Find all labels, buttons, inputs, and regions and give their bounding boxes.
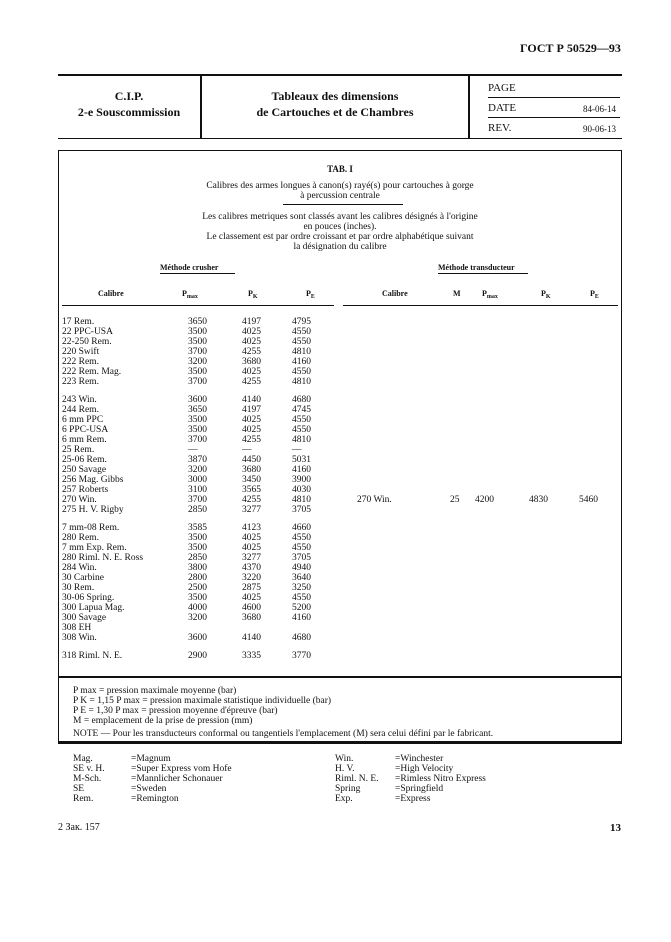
table-row [62,337,618,347]
method-underline [160,273,235,274]
cell-pmax: 3500 [188,425,207,435]
table-row [62,623,618,633]
cell-pe: 4810 [292,377,311,387]
cell-pe: 3900 [292,475,311,485]
page-label: PAGE [488,82,516,94]
date-label: DATE [488,102,517,114]
abbr-value: =Mannlicher Schonauer [131,774,223,784]
legend [73,686,493,739]
table-row [62,543,618,553]
organization-name: C.I.P. [114,89,144,103]
cell-pmax: 3200 [188,465,207,475]
cell-calibre: 275 H. V. Rigby [62,505,124,515]
header-box [58,76,622,139]
abbr-value: =Magnum [131,754,171,764]
cell-pmax: 3500 [188,367,207,377]
cell-pe: 4030 [292,485,311,495]
table-row [62,485,618,495]
cell-calibre: 22 PPC-USA [62,327,113,337]
cell-pk: 2875 [242,583,261,593]
table-title: TAB. I [327,164,353,174]
cell-calibre: 280 Riml. N. E. Ross [62,553,144,563]
cell-pe: 4160 [292,357,311,367]
rev-value: 90-06-13 [583,124,616,134]
header-divider [468,76,470,138]
method-underline [438,273,528,274]
group-spacer [62,515,618,523]
table-row [62,367,618,377]
col-t-pk-sub: K [545,294,551,300]
cell-pmax: 3100 [188,485,207,495]
cell-pmax: 2500 [188,583,207,593]
cell-calibre: 243 Win. [62,395,97,405]
cell-pe: 3250 [292,583,311,593]
cell-pe: 4680 [292,633,311,643]
abbr-value: =Springfield [395,784,444,794]
table-row [62,495,618,505]
table-row [62,633,618,643]
cell-pk: 4197 [242,317,261,327]
abbreviation-row [73,754,613,764]
cell-pk: 4025 [242,533,261,543]
cell-calibre: 223 Rem. [62,377,99,387]
col-pmax-p: P [182,289,187,298]
cell-calibre: 22-250 Rem. [62,337,112,347]
cell-pmax: 3500 [188,533,207,543]
col-pk-p: P [248,289,253,298]
abbreviation-row [73,774,613,784]
cell-calibre: 256 Mag. Gibbs [62,475,124,485]
cell-pk: 4025 [242,327,261,337]
cell-pk: 4025 [242,593,261,603]
col-pk-sub: K [252,294,258,300]
table-row [62,465,618,475]
table-row [62,317,618,327]
col-t-m: M [453,289,461,298]
col-t-calibre: Calibre [382,289,408,298]
subcommission: 2-e Souscommission [77,105,181,119]
cell-calibre: 6 mm Rem. [62,435,107,445]
cell-pe: 4810 [292,495,311,505]
cell-pe: 4940 [292,563,311,573]
cell-calibre: 25-06 Rem. [62,455,107,465]
cell-pmax: 3650 [188,405,207,415]
cell-pk: 3680 [242,357,261,367]
col-pmax-sub: max [186,294,198,300]
cell-pmax: — [188,445,198,455]
table-row [62,651,618,661]
cell-pe: — [292,445,302,455]
cell-pmax: 3500 [188,543,207,553]
cell-pk: 4025 [242,543,261,553]
cell-pk: — [242,445,252,455]
legend-pk: P K = 1,15 P max = pression maximale statistique individuelle (bar) [73,696,332,706]
cell-pe: 4680 [292,395,311,405]
cell-pmax: 3500 [188,337,207,347]
date-row [488,98,620,118]
legend-pmax: P max = pression maximale moyenne (bar) [73,686,237,696]
cell-pe: 4660 [292,523,311,533]
cell-pmax: 2900 [188,651,207,661]
cell-t-m: 25 [450,495,460,505]
col-t-pe-p: P [590,289,595,298]
table-bottom-rule [58,676,622,678]
cell-pk: 3565 [242,485,261,495]
table-row [62,327,618,337]
table-row [62,583,618,593]
cell-pe: 4550 [292,425,311,435]
cell-pe: 4550 [292,593,311,603]
cell-pk: 4450 [242,455,261,465]
cell-calibre: 7 mm Exp. Rem. [62,543,127,553]
organization-block [58,88,200,120]
cell-calibre: 300 Savage [62,613,107,623]
title-line-1: Tableaux des dimensions [271,89,399,103]
group-spacer [62,643,618,651]
cell-pk: 3680 [242,613,261,623]
abbr-value: =Super Express vom Hofe [131,764,232,774]
col-t-pmax-sub: max [486,294,498,300]
abbr-key: M-Sch. [73,774,102,784]
cell-calibre: 244 Rem. [62,405,99,415]
cell-pe: 4795 [292,317,311,327]
cell-pmax: 3500 [188,327,207,337]
cell-pe: 5200 [292,603,311,613]
cell-pmax: 2850 [188,553,207,563]
cell-calibre: 284 Win. [62,563,97,573]
method-transducer-label: Méthode transducteur [438,263,515,272]
legend-pe: P E = 1,30 P max = pression moyenne d'épreuve (bar) [73,706,278,716]
cell-pmax: 3700 [188,377,207,387]
cell-calibre: 270 Win. [62,495,97,505]
table-row [62,357,618,367]
cell-calibre: 17 Rem. [62,317,95,327]
abbr-value: =Sweden [131,784,167,794]
meta-block [488,78,620,137]
cell-pk: 4140 [242,395,261,405]
intro-separator [283,204,403,205]
cell-pk: 4255 [242,377,261,387]
table-row [62,573,618,583]
abbr-key: Spring [335,784,361,794]
col-pmax [182,289,198,300]
abbreviations [73,754,613,804]
cell-pmax: 3600 [188,633,207,643]
cell-pmax: 3700 [188,347,207,357]
cell-pe: 4745 [292,405,311,415]
cell-pmax: 3700 [188,495,207,505]
cell-pk: 4025 [242,415,261,425]
table-row [62,603,618,613]
intro-line: la désignation du calibre [293,242,387,252]
abbr-key: Win. [335,754,354,764]
abbr-key: Rem. [73,794,94,804]
abbreviation-row [73,784,613,794]
table-row [62,593,618,603]
col-t-pk [541,289,551,300]
col-calibre: Calibre [98,289,124,298]
cell-pmax: 3650 [188,317,207,327]
col-pk [248,289,258,300]
cell-calibre: 7 mm-08 Rem. [62,523,120,533]
cell-pk: 4255 [242,435,261,445]
table-row [62,405,618,415]
cell-pk: 4370 [242,563,261,573]
cell-calibre: 300 Lapua Mag. [62,603,125,613]
cell-pk: 4197 [242,405,261,415]
cell-calibre: 250 Savage [62,465,107,475]
cell-pmax: 3870 [188,455,207,465]
title-line-2: de Cartouches et de Chambres [256,105,414,119]
cell-t-pmax: 4200 [475,495,494,505]
cell-calibre: 222 Rem. Mag. [62,367,122,377]
abbreviation-row [73,764,613,774]
intro-line: à percussion centrale [300,191,380,201]
document-title [202,88,468,120]
table-row [62,553,618,563]
cell-pmax: 4000 [188,603,207,613]
table-row [62,505,618,515]
cell-calibre: 318 Riml. N. E. [62,651,123,661]
abbr-value: =High Velocity [395,764,454,774]
cell-pmax: 3500 [188,593,207,603]
table-row [62,563,618,573]
cell-pk: 4123 [242,523,261,533]
date-value: 84-06-14 [583,104,616,114]
abbr-value: =Remington [131,794,179,804]
cell-pk: 4025 [242,425,261,435]
header-separator [343,305,618,306]
table-row [62,613,618,623]
intro-line: Calibres des armes longues à canon(s) rayé(s) pour cartouches à gorge [206,181,474,191]
cell-pmax: 3585 [188,523,207,533]
table-row [62,395,618,405]
cell-pe: 4550 [292,533,311,543]
cell-pe: 4550 [292,327,311,337]
table-row [62,377,618,387]
table-row [62,445,618,455]
table-row [62,533,618,543]
col-t-pk-p: P [541,289,546,298]
cell-pk: 3277 [242,553,261,563]
cell-pe: 5031 [292,455,311,465]
intro-line: Le classement est par ordre croissant et par ordre alphabétique suivant [206,232,474,242]
cell-calibre: 280 Rem. [62,533,99,543]
document-code: ГОСТ Р 50529—93 [520,41,621,55]
abbr-key: SE [73,784,85,794]
col-pe-p: P [306,289,311,298]
table-row [62,425,618,435]
cell-pe: 4160 [292,613,311,623]
cell-pk: 4255 [242,495,261,505]
cell-pmax: 3200 [188,357,207,367]
cell-t-pk: 4830 [529,495,548,505]
cell-calibre: 308 EH [62,623,92,633]
rev-label: REV. [488,122,512,134]
cell-calibre: 25 Rem. [62,445,95,455]
cell-pe: 3705 [292,505,311,515]
cell-calibre: 220 Swift [62,347,100,357]
cell-calibre: 257 Roberts [62,485,109,495]
table-row [62,435,618,445]
cell-calibre: 222 Rem. [62,357,99,367]
col-t-pe [590,289,599,300]
method-crusher-label: Méthode crusher [160,263,219,272]
cell-pmax: 2850 [188,505,207,515]
cell-pmax: 3600 [188,395,207,405]
cell-pe: 4550 [292,543,311,553]
intro-line: Les calibres metriques sont classés avant les calibres désignés à l'origine [202,212,478,222]
cell-pmax: 3000 [188,475,207,485]
table-row [62,523,618,533]
cell-pmax: 3200 [188,613,207,623]
col-t-pe-sub: E [594,294,599,300]
abbr-key: Mag. [73,754,93,764]
legend-note: NOTE — Pour les transducteurs conformal ou tangentiels l'emplacement (M) sera celui défini par le fabricant. [73,729,494,739]
cell-pe: 4550 [292,415,311,425]
cell-pk: 3335 [242,651,261,661]
group-spacer [62,387,618,395]
cell-t-pe: 5460 [579,495,598,505]
col-pe-sub: E [310,294,315,300]
table-row [62,347,618,357]
abbr-value: =Winchester [395,754,444,764]
cell-pmax: 3800 [188,563,207,573]
cell-pe: 4810 [292,347,311,357]
cell-pk: 3277 [242,505,261,515]
abbreviation-row [73,794,613,804]
table-row [62,415,618,425]
cell-pe: 4550 [292,337,311,347]
col-t-pmax [482,289,498,300]
abbr-key: Riml. N. E. [335,774,379,784]
cell-calibre: 30 Rem. [62,583,95,593]
cell-pe: 4550 [292,367,311,377]
abbr-key: SE v. H. [73,764,105,774]
abbr-key: Exp. [335,794,353,804]
col-t-pmax-p: P [482,289,487,298]
cell-calibre: 30 Carbine [62,573,104,583]
cell-calibre: 30-06 Spring. [62,593,115,603]
cell-pk: 3450 [242,475,261,485]
cell-pk: 3220 [242,573,261,583]
cell-pmax: 3700 [188,435,207,445]
cell-pmax: 2800 [188,573,207,583]
cell-pe: 4810 [292,435,311,445]
data-table [62,317,618,661]
table-row [62,455,618,465]
cell-pe: 4160 [292,465,311,475]
cell-calibre: 6 PPC-USA [62,425,109,435]
abbr-key: H. V. [335,764,355,774]
intro-line: en pouces (inches). [303,222,377,232]
cell-pe: 3640 [292,573,311,583]
cell-pe: 3705 [292,553,311,563]
cell-pk: 4140 [242,633,261,643]
cell-pk: 4025 [242,337,261,347]
cell-pk: 4255 [242,347,261,357]
cell-pk: 3680 [242,465,261,475]
table-row [62,475,618,485]
cell-pmax: 3500 [188,415,207,425]
page-number: 13 [610,822,621,834]
abbr-value: =Rimless Nitro Express [395,774,486,784]
col-pe [306,289,315,300]
abbr-value: =Express [395,794,431,804]
page-row [488,78,620,98]
rev-row [488,118,620,137]
cell-calibre: 308 Win. [62,633,97,643]
footer-left: 2 Зак. 157 [58,822,100,833]
cell-pe: 3770 [292,651,311,661]
cell-pk: 4600 [242,603,261,613]
legend-bottom-rule [58,742,622,744]
legend-m: M = emplacement de la prise de pression (mm) [73,716,253,726]
cell-t-calibre: 270 Win. [357,495,392,505]
cell-pk: 4025 [242,367,261,377]
header-separator [62,305,334,306]
cell-calibre: 6 mm PPC [62,415,104,425]
